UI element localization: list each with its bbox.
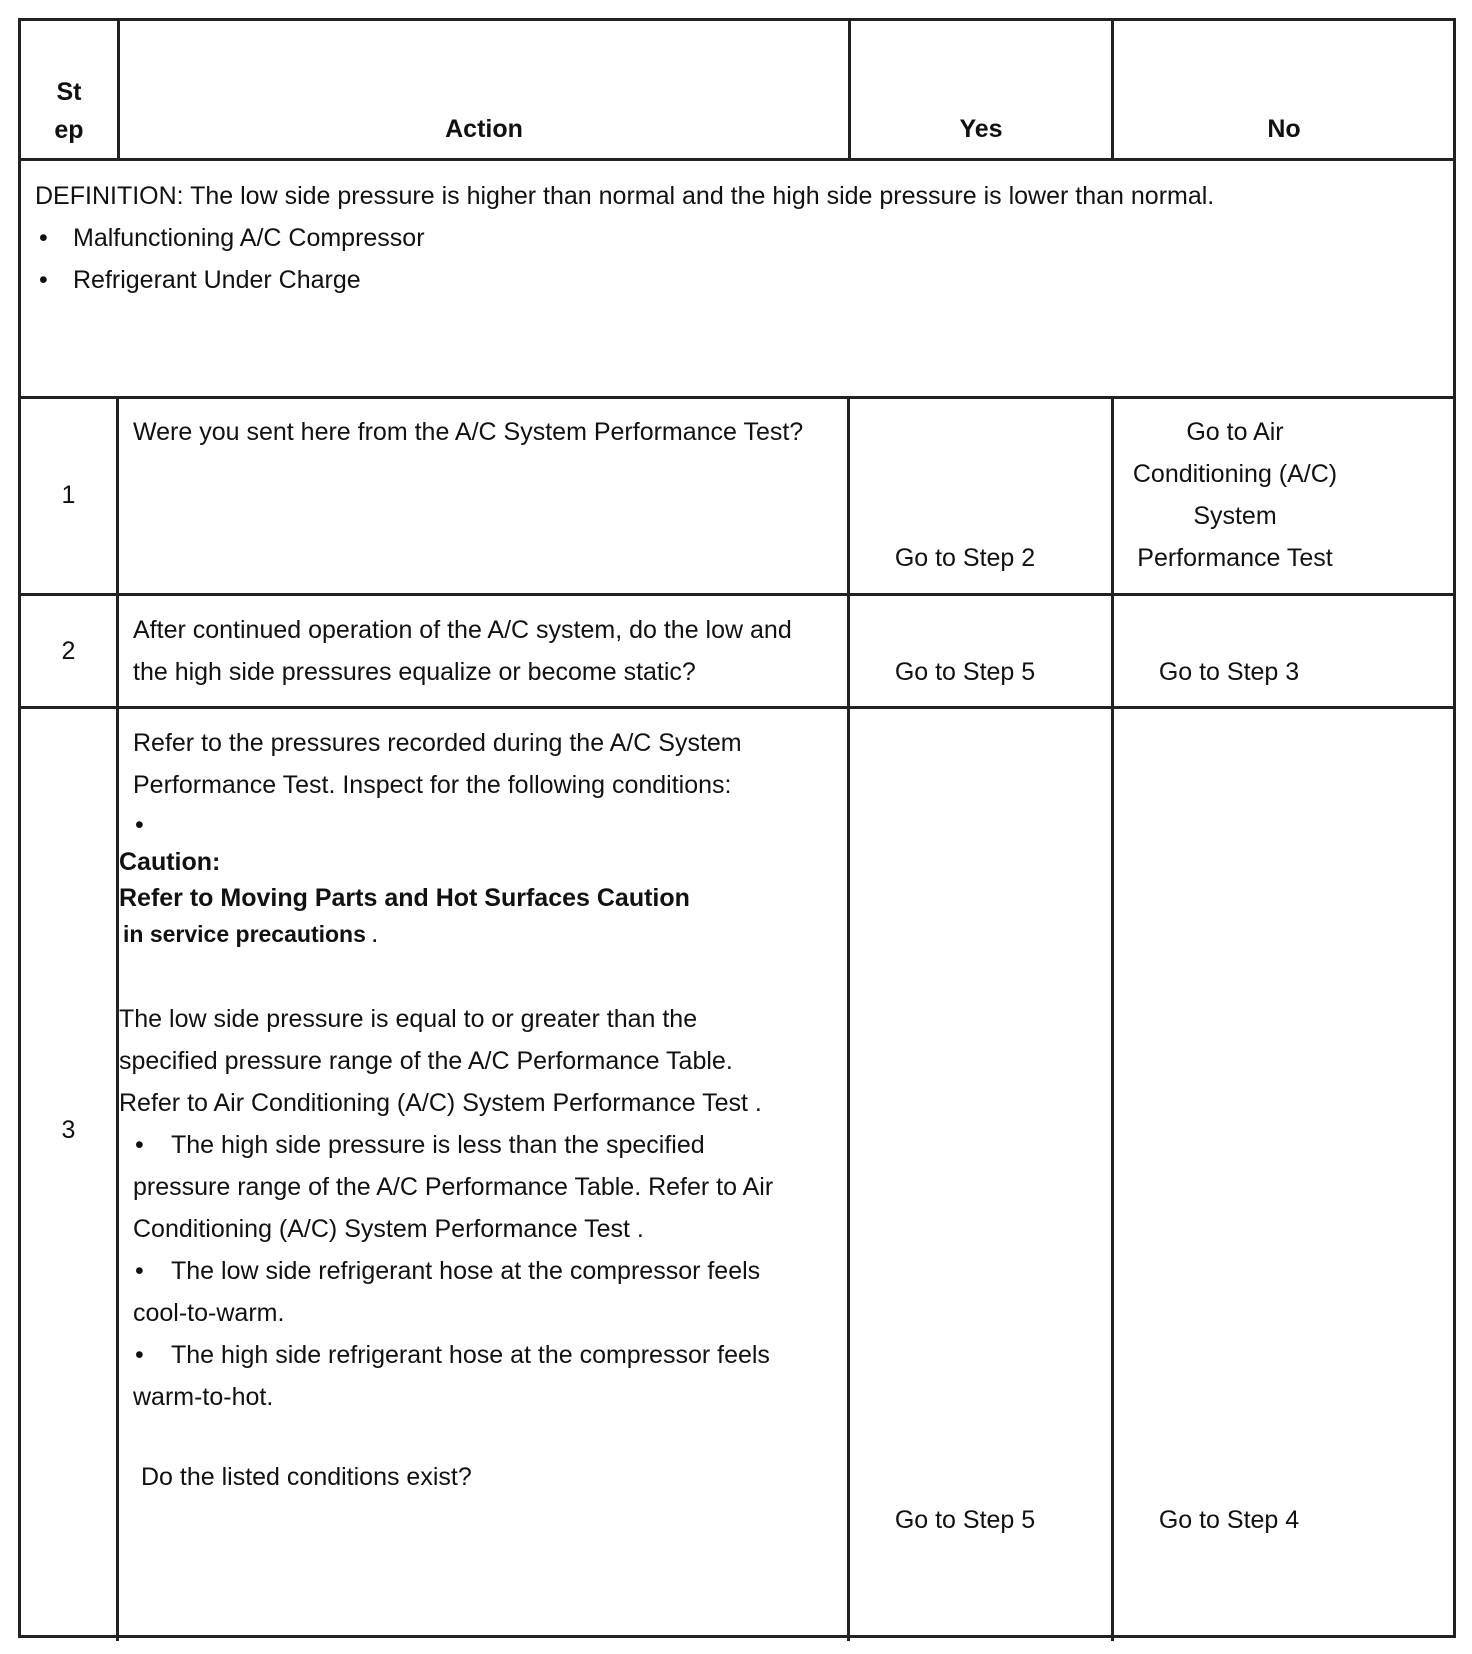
bullet: • xyxy=(39,266,48,294)
step-number: 2 xyxy=(61,637,76,665)
header-step xyxy=(21,73,117,149)
step-number: 1 xyxy=(61,481,76,509)
bullet: • xyxy=(135,1341,144,1369)
header-step-line2: ep xyxy=(54,116,84,144)
step-no: Go to Air Conditioning (A/C) System Performance Test xyxy=(1132,418,1338,572)
definition-cell xyxy=(35,175,1435,301)
condition-label: The high side pressure is less than the specified pressure range of the A/C Performance Table. Refer to Air Conditioning (A/C) System Performance Test . xyxy=(133,1131,774,1243)
caution-link: in service precautions xyxy=(123,921,366,947)
column-divider xyxy=(1111,396,1114,1641)
header-step-line1: St xyxy=(56,78,82,106)
caution-period: . xyxy=(372,926,378,946)
column-divider xyxy=(847,396,850,1641)
definition-item-label: Malfunctioning A/C Compressor xyxy=(73,224,425,252)
bullet: • xyxy=(135,811,144,839)
diagnostic-table xyxy=(18,18,1456,1638)
header-action: Action xyxy=(445,115,523,143)
caution-text-line2 xyxy=(119,916,844,954)
step-number: 3 xyxy=(61,1116,76,1144)
bullet: • xyxy=(135,1257,144,1285)
caution-box xyxy=(119,844,844,954)
bullet: • xyxy=(39,224,48,252)
definition-text: DEFINITION: The low side pressure is higher than normal and the high side pressure is lower than normal. xyxy=(35,182,1215,210)
bullet: • xyxy=(135,1131,144,1159)
caution-title: Caution: xyxy=(119,848,221,876)
definition-item xyxy=(35,259,1435,301)
step-no: Go to Step 4 xyxy=(1158,1506,1300,1534)
condition-text: The low side pressure is equal to or greater than the specified pressure range of the A/C Performance Table. Refer to Air Conditioning (A/C) System Performance Test . xyxy=(119,1005,762,1117)
condition-item xyxy=(119,1124,783,1250)
header-yes: Yes xyxy=(959,115,1003,143)
row-divider xyxy=(21,706,1453,709)
step-yes: Go to Step 5 xyxy=(894,1506,1036,1534)
step-intro: Refer to the pressures recorded during the A/C System Performance Test. Inspect for the following conditions: xyxy=(133,729,742,799)
condition-item xyxy=(119,1334,783,1418)
step-yes: Go to Step 5 xyxy=(894,658,1036,686)
header-no: No xyxy=(1267,115,1301,143)
row-divider xyxy=(21,158,1453,161)
condition-item xyxy=(119,1250,783,1334)
step-question: Do the listed conditions exist? xyxy=(141,1463,472,1491)
step-action xyxy=(119,722,844,1498)
row-divider xyxy=(21,396,1453,399)
step-action: After continued operation of the A/C system, do the low and the high side pressures equalize or become static? xyxy=(133,616,792,686)
step-no: Go to Step 3 xyxy=(1158,658,1300,686)
definition-item xyxy=(35,217,1435,259)
condition-label: The high side refrigerant hose at the compressor feels warm-to-hot. xyxy=(133,1341,770,1411)
caution-text: Refer to Moving Parts and Hot Surfaces Caution xyxy=(119,884,690,912)
step-yes: Go to Step 2 xyxy=(894,544,1036,572)
row-divider xyxy=(21,593,1453,596)
definition-item-label: Refrigerant Under Charge xyxy=(73,266,361,294)
step-action: Were you sent here from the A/C System Performance Test? xyxy=(133,418,804,446)
condition-label: The low side refrigerant hose at the compressor feels cool-to-warm. xyxy=(133,1257,761,1327)
